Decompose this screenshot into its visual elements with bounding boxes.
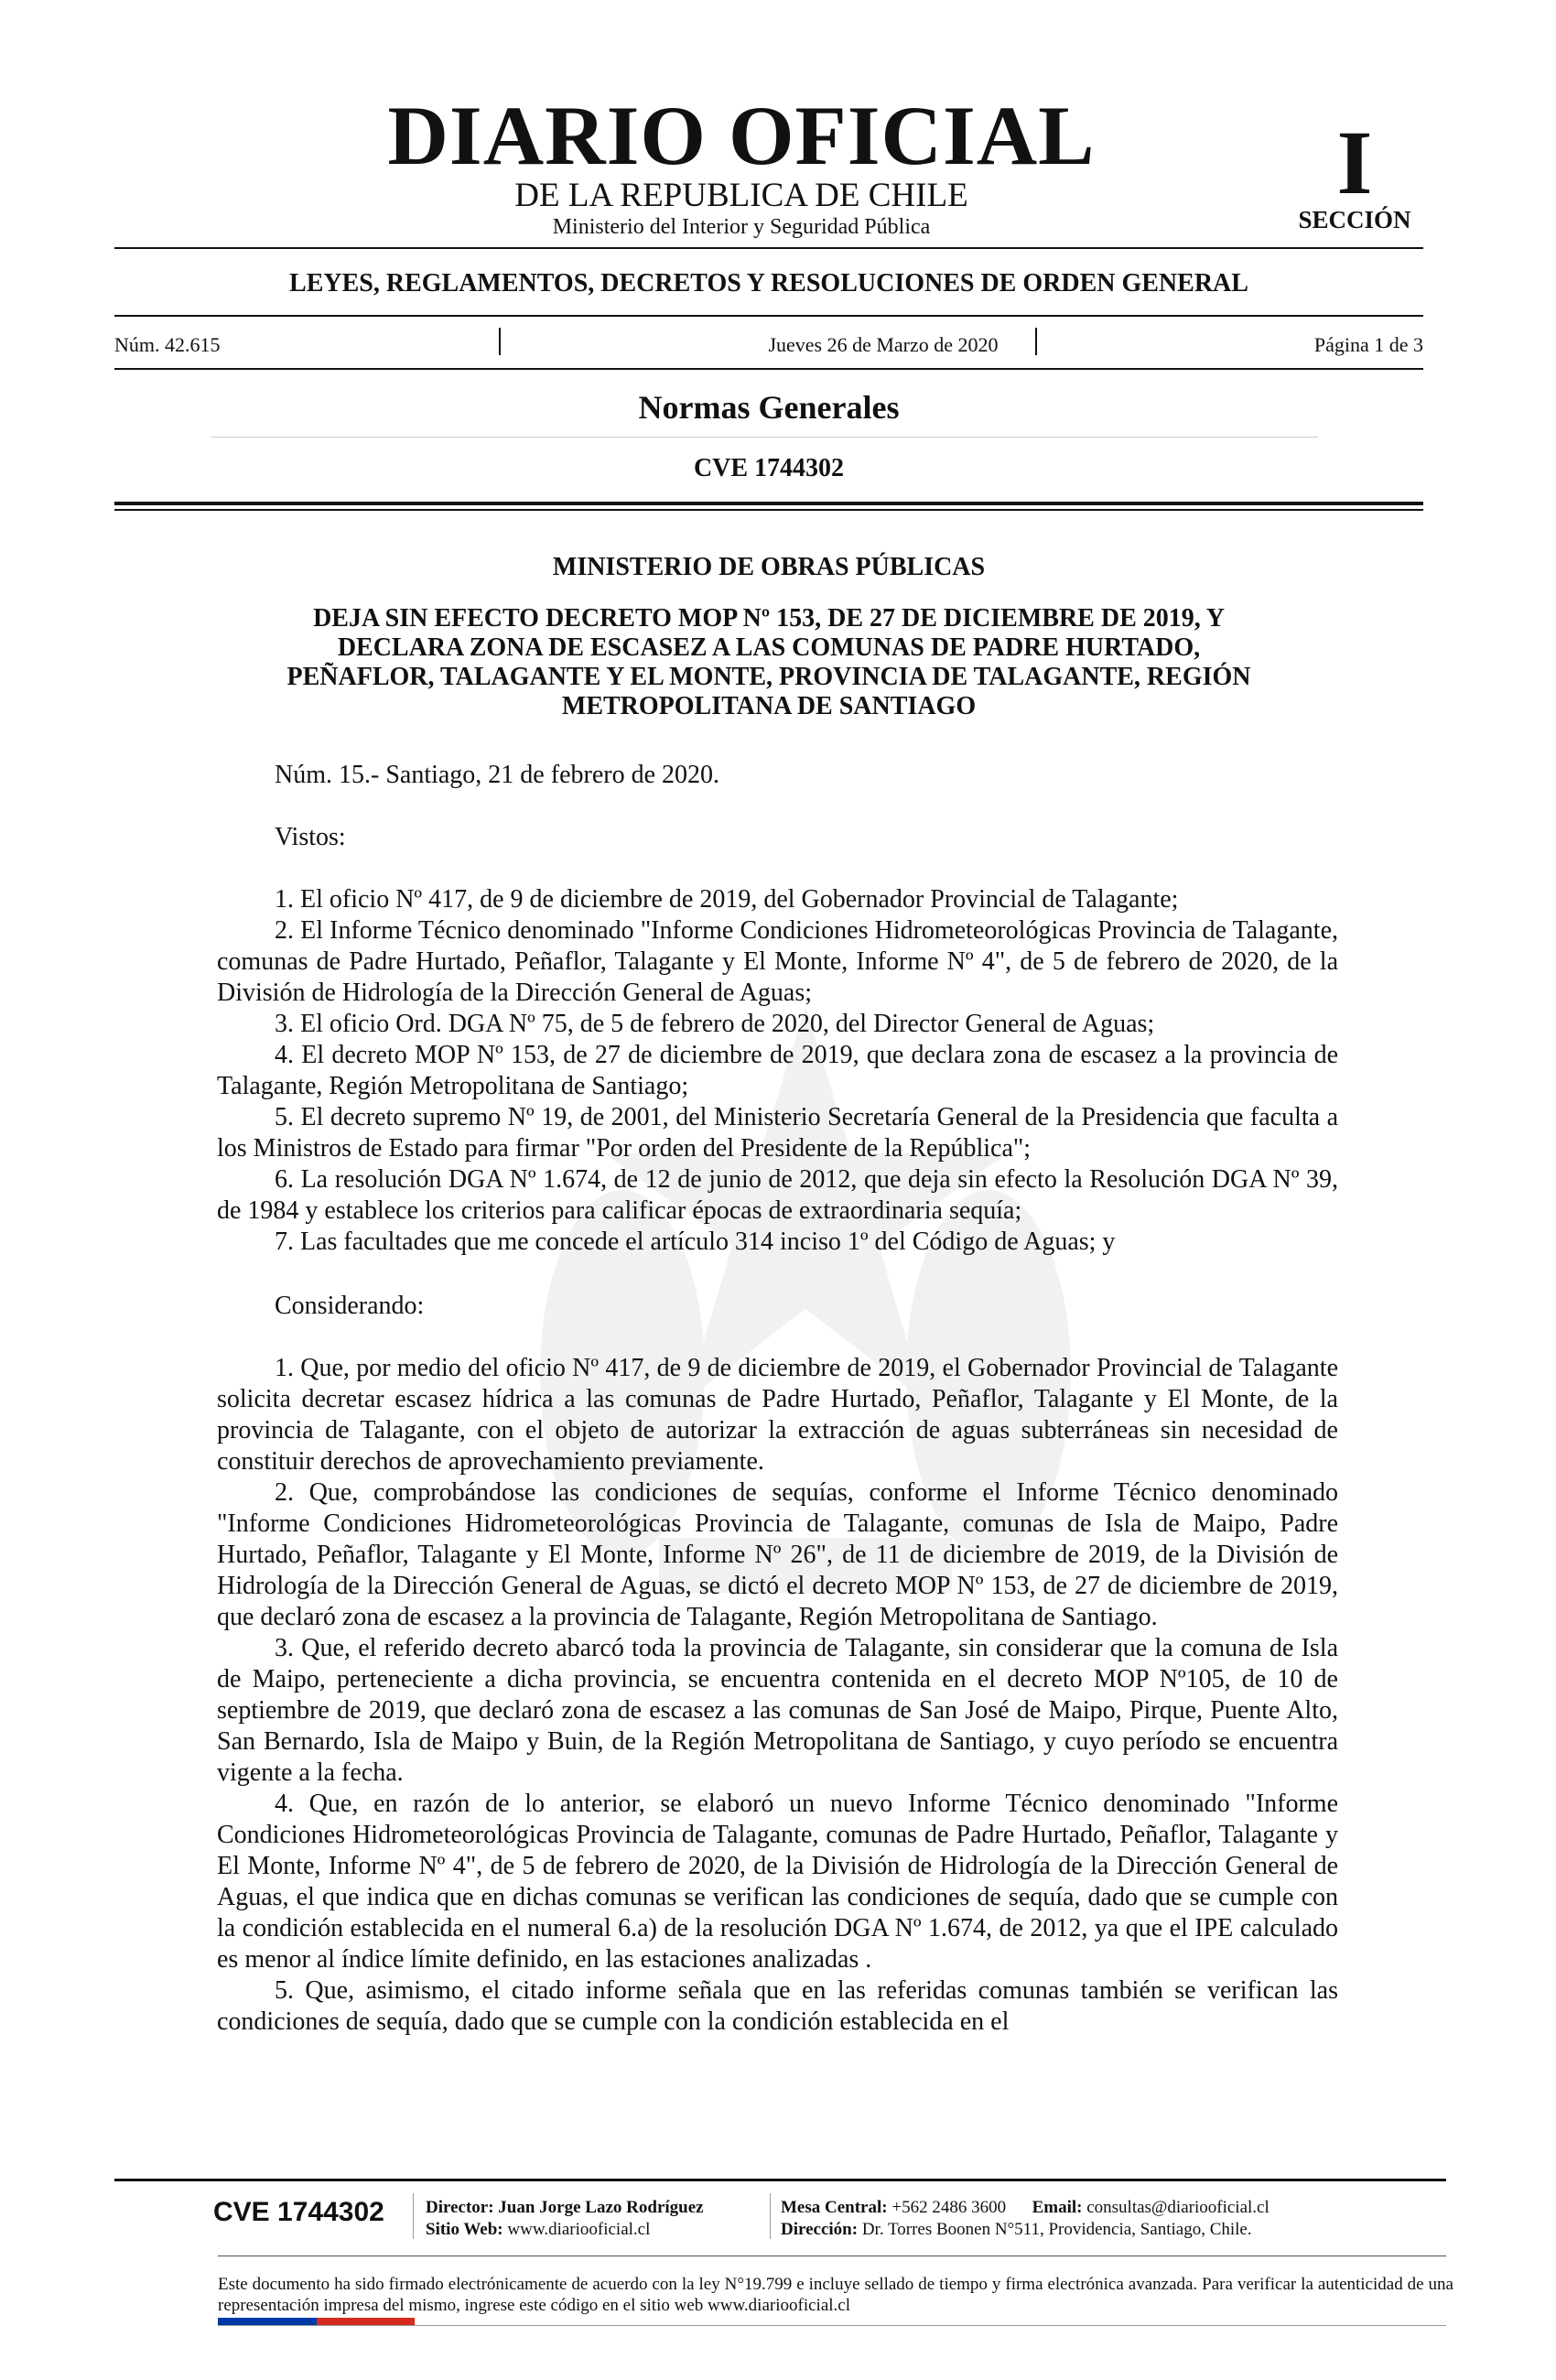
- cve-code: CVE 1744302: [693, 454, 845, 482]
- footer-rule-top: [114, 2179, 1446, 2181]
- flag-stripe: [218, 2318, 415, 2325]
- vistos-item: 1. El oficio Nº 417, de 9 de diciembre de 2019, del Gobernador Provincial de Talagante;: [275, 885, 1179, 914]
- footer-divider: [413, 2193, 414, 2239]
- header-rule: [114, 247, 1423, 249]
- decree-title-line: PEÑAFLOR, TALAGANTE Y EL MONTE, PROVINCIA DE TALAGANTE, REGIÓN: [286, 663, 1251, 691]
- vistos-item: 2. El Informe Técnico denominado "Informe Condiciones Hidrometeorológicas Provincia de Talagante, comunas de Padre Hurtado, Peñaflor, Talagante y El Monte, Informe Nº 4", de 5 de febrero de 2020, de la División de Hidrología de la Dirección General de Aguas;: [217, 916, 1338, 1007]
- laws-rule: [114, 315, 1423, 317]
- considerando-item: 4. Que, en razón de lo anterior, se elaboró un nuevo Informe Técnico denominado "Informe Condiciones Hidrometeorológicas Provincia de Talagante, comunas de Padre Hurtado, Peñaflor, Talagante y El Monte, Informe Nº 4", de 5 de febrero de 2020, de la División de Hidrología de la Dirección General de Aguas, el que indica que en dichas comunas se verifican las condiciones de sequía, dado que se cumple con la condición establecida en el numeral 6.a) de la resolución DGA Nº 1.674, de 2012, ya que el IPE calculado es menor al índice límite definido, en las estaciones analizadas .: [217, 1790, 1338, 1974]
- considerando-item: 1. Que, por medio del oficio Nº 417, de 9 de diciembre de 2019, el Gobernador Provincial de Talagante solicita decretar escasez hídrica a las comunas de Padre Hurtado, Peñaflor, Talagante y El Monte, de la provincia de Talagante, con el objeto de autorizar la extracción de aguas subterráneas sin necesidad de constituir derechos de aprovechamiento previamente.: [217, 1354, 1338, 1476]
- issue-info-bar: [114, 333, 1423, 361]
- site-link[interactable]: www.diariooficial.cl: [507, 2220, 651, 2239]
- footer-divider: [770, 2193, 771, 2239]
- email-label: Email:: [1032, 2198, 1083, 2217]
- section-marker: [1281, 112, 1428, 233]
- double-rule-bottom: [114, 509, 1423, 511]
- site-label: Sitio Web:: [426, 2220, 503, 2239]
- issue-date: Jueves 26 de Marzo de 2020: [768, 333, 999, 356]
- newspaper-ministry: Ministerio del Interior y Seguridad Pública: [552, 215, 931, 239]
- section-label: SECCIÓN: [1298, 206, 1411, 233]
- vistos-list: [217, 884, 1338, 1258]
- vistos-item: 6. La resolución DGA Nº 1.674, de 12 de junio de 2012, que deja sin efecto la Resolución DGA Nº 39, de 1984 y establece los criterios para calificar épocas de extraordinaria sequía;: [217, 1165, 1338, 1225]
- decree-title-line: DECLARA ZONA DE ESCASEZ A LAS COMUNAS DE PADRE HURTADO,: [337, 633, 1201, 662]
- director-name: Juan Jorge Lazo Rodríguez: [498, 2198, 704, 2217]
- issue-number: Núm. 42.615: [114, 333, 221, 356]
- footer-legal-notice: Este documento ha sido firmado electrónicamente de acuerdo con la ley N°19.799 e incluye sellado de tiempo y firma electrónica avanzada. Para verificar la autenticidad de una representación impresa del mismo, ingrese este código en el sitio web www.diariooficial.cl: [218, 2275, 1453, 2315]
- email-link[interactable]: consultas@diariooficial.cl: [1086, 2198, 1270, 2217]
- vistos-item: 3. El oficio Ord. DGA Nº 75, de 5 de febrero de 2020, del Director General de Aguas;: [275, 1010, 1155, 1038]
- considerando-item: 5. Que, asimismo, el citado informe señala que en las referidas comunas también se verifican las condiciones de sequía, dado que se cumple con la condición establecida en el: [217, 1976, 1338, 2036]
- info-rule: [114, 368, 1423, 370]
- footer-cve-code: CVE 1744302: [213, 2197, 384, 2227]
- footer-rule-bottom: [218, 2325, 1446, 2326]
- section-numeral: I: [1336, 112, 1373, 213]
- vistos-item: 5. El decreto supremo Nº 19, de 2001, del Ministerio Secretaría General de la Presidencia que faculta a los Ministros de Estado para firmar "Por orden del Presidente de la República";: [217, 1103, 1338, 1163]
- footer-director-block: [426, 2197, 704, 2241]
- considerando-heading: Considerando:: [275, 1292, 425, 1320]
- decree-title: [197, 604, 1341, 721]
- laws-line: LEYES, REGLAMENTOS, DECRETOS Y RESOLUCIONES DE ORDEN GENERAL: [289, 269, 1248, 298]
- info-divider: [499, 328, 501, 355]
- vistos-item: 7. Las facultades que me concede el artículo 314 inciso 1º del Código de Aguas; y: [275, 1228, 1116, 1256]
- flag-stripe-red: [317, 2318, 415, 2325]
- address-label: Dirección:: [781, 2220, 859, 2239]
- vistos-heading: Vistos:: [275, 823, 346, 851]
- director-label: Director:: [426, 2198, 494, 2217]
- page-indicator: Página 1 de 3: [1313, 333, 1423, 356]
- considerando-list: [217, 1353, 1338, 2038]
- masthead: [366, 89, 1117, 240]
- info-divider: [1035, 328, 1037, 355]
- considerando-item: 2. Que, comprobándose las condiciones de sequías, conforme el Informe Técnico denominado "Informe Condiciones Hidrometeorológicas Provincia de Talagante, comunas de Isla de Maipo, Padre Hurtado, Peñaflor, Talagante y El Monte, Informe Nº 26", de 11 de diciembre de 2019, de la División de Hidrología de la Dirección General de Aguas, se dictó el decreto MOP Nº 153, de 27 de diciembre de 2019, que declaró zona de escasez a la provincia de Talagante, Región Metropolitana de Santiago.: [217, 1478, 1338, 1631]
- decree-number: Núm. 15.- Santiago, 21 de febrero de 2020.: [275, 761, 719, 789]
- decree-title-line: DEJA SIN EFECTO DECRETO MOP Nº 153, DE 27 DE DICIEMBRE DE 2019, Y: [313, 604, 1225, 633]
- phone-label: Mesa Central:: [781, 2198, 888, 2217]
- newspaper-title: DIARIO OFICIAL: [387, 89, 1096, 182]
- footer-contact-block: [781, 2197, 1270, 2241]
- section-thin-rule: [211, 437, 1318, 438]
- flag-stripe-blue: [218, 2318, 317, 2325]
- section-heading: Normas Generales: [638, 389, 900, 426]
- decree-title-line: METROPOLITANA DE SANTIAGO: [561, 692, 977, 720]
- phone-number: +562 2486 3600: [891, 2198, 1007, 2217]
- considerando-item: 3. Que, el referido decreto abarcó toda la provincia de Talagante, sin considerar que la comuna de Isla de Maipo, perteneciente a dicha provincia, se encuentra contenida en el decreto MOP Nº105, de 10 de septiembre de 2019, que declaró zona de escasez a las comunas de San José de Maipo, Pirque, Puente Alto, San Bernardo, Isla de Maipo y Buin, de la Región Metropolitana de Santiago, y cuyo período se encuentra vigente a la fecha.: [217, 1634, 1338, 1787]
- vistos-item: 4. El decreto MOP Nº 153, de 27 de diciembre de 2019, que declara zona de escasez a la provincia de Talagante, Región Metropolitana de Santiago;: [217, 1041, 1338, 1100]
- address-text: Dr. Torres Boonen N°511, Providencia, Santiago, Chile.: [861, 2220, 1252, 2239]
- newspaper-subtitle: DE LA REPUBLICA DE CHILE: [514, 177, 968, 214]
- double-rule-top: [114, 502, 1423, 505]
- issuing-ministry: MINISTERIO DE OBRAS PÚBLICAS: [552, 553, 986, 581]
